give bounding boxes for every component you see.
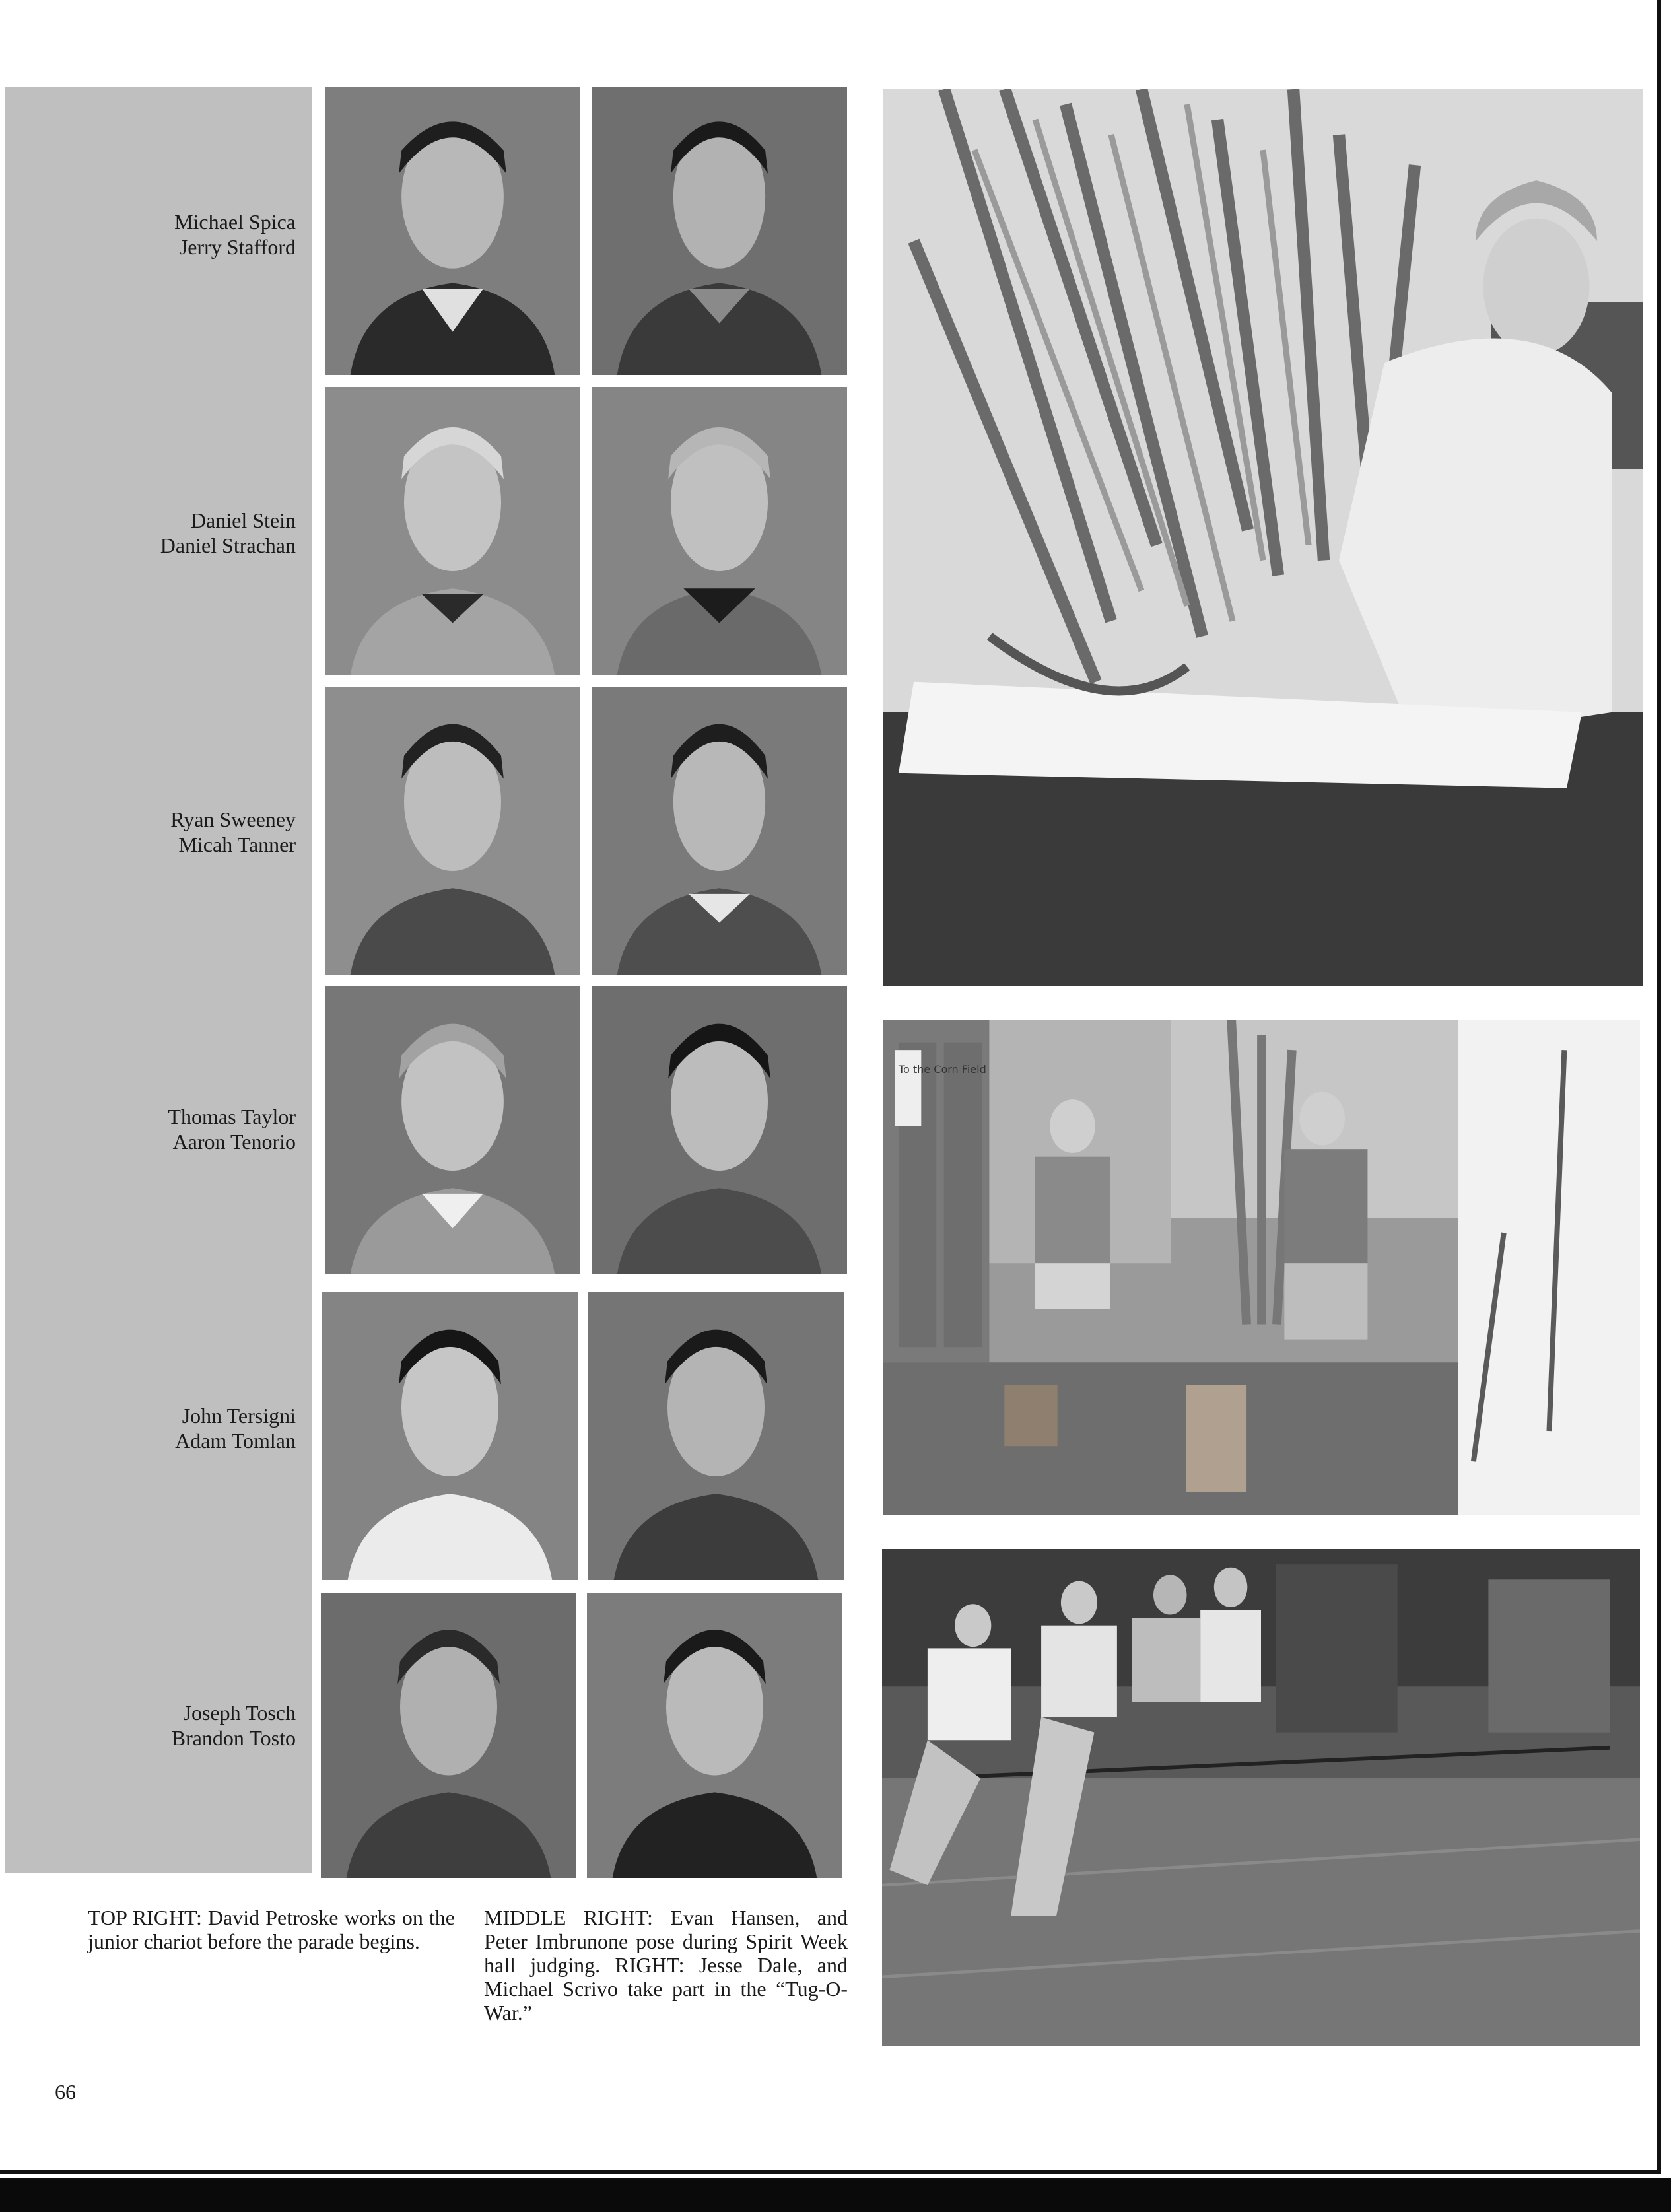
name-right: Adam Tomlan (175, 1429, 296, 1453)
name-left: Ryan Sweeney (170, 808, 296, 831)
name-right: Micah Tanner (178, 833, 296, 856)
tug-o-war-photo (882, 1549, 1640, 2046)
name-pair-row-6 (5, 1700, 296, 1750)
name-left: Joseph Tosch (183, 1701, 296, 1725)
caption-right: MIDDLE RIGHT: Evan Hansen, and Peter Imbrunone pose during Spirit Week hall judging. RIGHT: Jesse Dale, and Michael Scrivo take part in the “Tug-O-War.” (484, 1906, 848, 2024)
name-pair-row-3 (5, 807, 296, 857)
name-pair-row-2 (5, 508, 296, 558)
name-left: Thomas Taylor (168, 1105, 296, 1128)
name-pair-row-1 (5, 209, 296, 259)
page-number: 66 (55, 2080, 76, 2104)
name-column (5, 87, 312, 1873)
portrait-photo (592, 387, 847, 675)
portrait-photo (322, 1292, 578, 1580)
name-pair-row-4 (5, 1104, 296, 1154)
name-left: Daniel Stein (190, 508, 296, 532)
name-right: Jerry Stafford (179, 235, 296, 259)
portrait-photo (592, 687, 847, 975)
scan-bottom-band (0, 2178, 1671, 2212)
hall-judging-photo (883, 1020, 1640, 1515)
portrait-photo (588, 1292, 844, 1580)
portrait-photo (325, 87, 580, 375)
name-pair-row-5 (5, 1403, 296, 1453)
portrait-photo (325, 687, 580, 975)
portrait-photo (325, 986, 580, 1274)
caption-left: TOP RIGHT: David Petroske works on the junior chariot before the parade begins. (88, 1906, 455, 1953)
name-right: Brandon Tosto (171, 1726, 296, 1750)
portrait-photo (592, 986, 847, 1274)
name-right: Daniel Strachan (160, 534, 296, 557)
photo-sign-text: To the Corn Field (898, 1062, 986, 1076)
portrait-photo (592, 87, 847, 375)
portrait-photo (321, 1593, 576, 1878)
corn-stalks-photo (883, 89, 1643, 986)
name-left: John Tersigni (182, 1404, 296, 1428)
name-left: Michael Spica (174, 210, 296, 234)
portrait-photo (587, 1593, 842, 1878)
name-right: Aaron Tenorio (172, 1130, 296, 1154)
portrait-photo (325, 387, 580, 675)
